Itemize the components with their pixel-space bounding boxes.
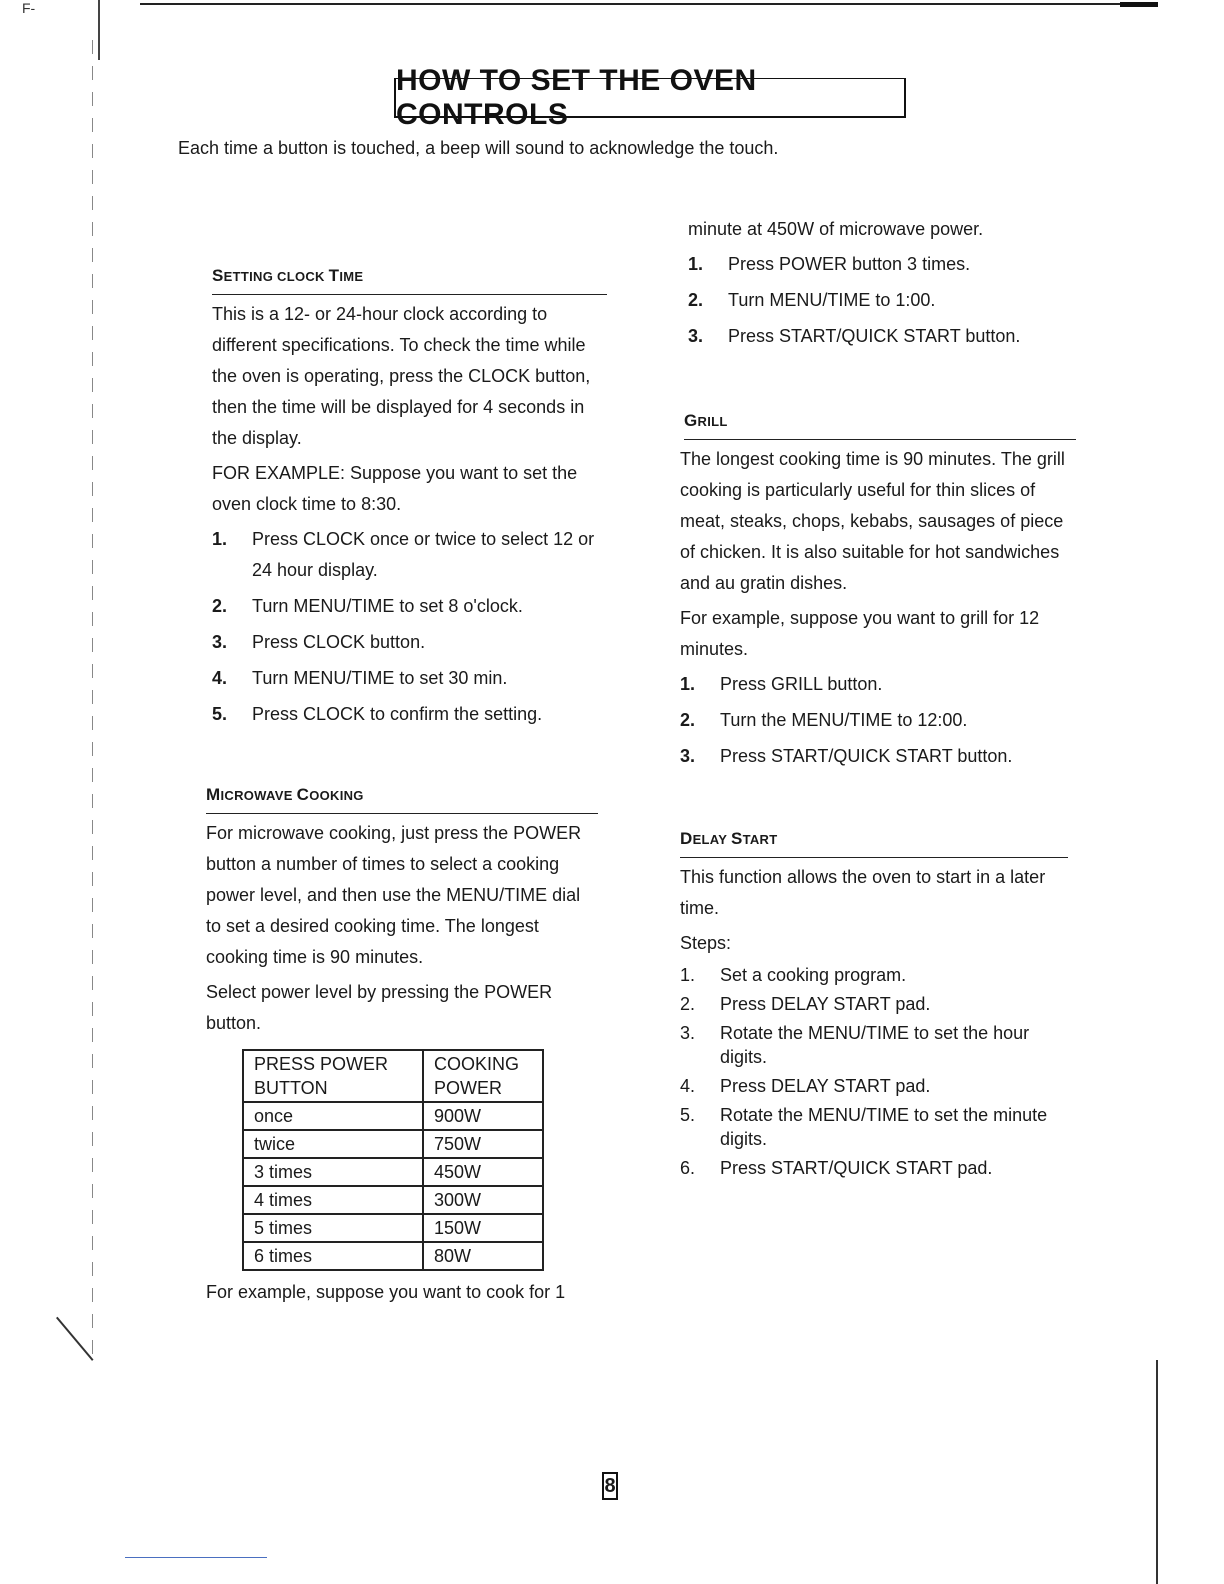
table-cell: 750W [423,1130,543,1158]
list-item: 4. Press DELAY START pad. [680,1076,931,1096]
table-cell: 80W [423,1242,543,1270]
table-header: PRESS POWER BUTTON [243,1050,423,1102]
power-level-table [242,1049,544,1271]
table-cell: 450W [423,1158,543,1186]
list-item: 6. Press START/QUICK START pad. [680,1158,993,1178]
table-row [243,1102,543,1130]
list-item: 1. Press GRILL button. [680,674,883,694]
page-number: 8 [602,1472,618,1500]
table-row [243,1242,543,1270]
microwave-example-continued: minute at 450W of microwave power. [688,219,984,239]
delay-description: This function allows the oven to start in a later time. [680,867,1046,918]
section-heading-setting-clock-time: SETTING CLOCK TIME [212,260,607,295]
list-item: 5. Rotate the MENU/TIME to set the minute digits. [680,1105,1048,1149]
table-cell: 150W [423,1214,543,1242]
page-title: HOW TO SET THE OVEN CONTROLS [396,63,757,131]
list-item: 1. Press CLOCK once or twice to select 12 or 24 hour display. [212,529,595,580]
clock-description: This is a 12- or 24-hour clock according to different specifications. To check the time while the oven is operating, press the CLOCK button, then the time will be displayed for 4 seconds in the display. [212,304,591,448]
table-row [243,1186,543,1214]
table-cell: 5 times [243,1214,423,1242]
section-heading-grill: GRILL [684,405,1076,440]
scan-corner-line [98,0,100,60]
table-cell: twice [243,1130,423,1158]
scan-top-line-end [1120,2,1158,7]
list-item: 2. Press DELAY START pad. [680,994,931,1014]
microwave-description: For microwave cooking, just press the POWER button a number of times to select a cooking power level, and then use the MENU/TIME dial to set a desired cooking time. The longest cooking time is 90 minutes. [206,823,582,967]
microwave-steps [688,249,1080,352]
table-row [243,1158,543,1186]
scan-corner-mark: F- [22,0,36,16]
intro-text: Each time a button is touched, a beep will sound to acknowledge the touch. [178,138,779,158]
list-item: 3. Rotate the MENU/TIME to set the hour digits. [680,1023,1030,1067]
clock-example: FOR EXAMPLE: Suppose you want to set the oven clock time to 8:30. [212,463,578,514]
scan-top-line [140,3,1155,5]
left-column [206,260,607,1312]
list-item: 2. Turn MENU/TIME to set 8 o'clock. [212,596,523,616]
table-cell: once [243,1102,423,1130]
delay-steps [680,963,1080,1180]
delay-steps-label: Steps: [680,933,732,953]
list-item: 2. Turn the MENU/TIME to 12:00. [680,710,968,730]
scan-margin-line [92,40,93,1360]
grill-description: The longest cooking time is 90 minutes. The grill cooking is particularly useful for thin slices of meat, steaks, chops, kebabs, sausages of piece of chicken. It is also suitable for hot sandwiches and au gratin dishes. [680,449,1065,593]
table-row [243,1130,543,1158]
list-item: 3. Press START/QUICK START button. [688,326,1021,346]
list-item: 2. Turn MENU/TIME to 1:00. [688,290,936,310]
section-heading-delay-start: DELAY START [680,823,1068,858]
table-cell: 4 times [243,1186,423,1214]
scan-right-edge [1156,1360,1158,1584]
microwave-example: For example, suppose you want to cook for 1 [206,1282,566,1302]
grill-steps [680,669,1080,772]
list-item: 1. Press POWER button 3 times. [688,254,971,274]
scan-diagonal-mark [56,1317,94,1361]
list-item: 1. Set a cooking program. [680,965,907,985]
list-item: 3. Press CLOCK button. [212,632,426,652]
list-item: 3. Press START/QUICK START button. [680,746,1013,766]
clock-steps [212,524,607,730]
table-row [243,1214,543,1242]
table-cell: 6 times [243,1242,423,1270]
grill-example: For example, suppose you want to grill for 12 minutes. [680,608,1040,659]
table-cell: 3 times [243,1158,423,1186]
table-cell: 900W [423,1102,543,1130]
list-item: 4. Turn MENU/TIME to set 30 min. [212,668,508,688]
microwave-power-note: Select power level by pressing the POWER button. [206,982,553,1033]
table-header-row [243,1050,543,1102]
section-heading-microwave-cooking: MICROWAVE COOKING [206,779,598,814]
table-header: COOKING POWER [423,1050,543,1102]
page-title-box [394,63,906,131]
list-item: 5. Press CLOCK to confirm the setting. [212,704,543,724]
right-column [680,214,1080,1185]
scan-bottom-line [125,1557,267,1558]
table-cell: 300W [423,1186,543,1214]
